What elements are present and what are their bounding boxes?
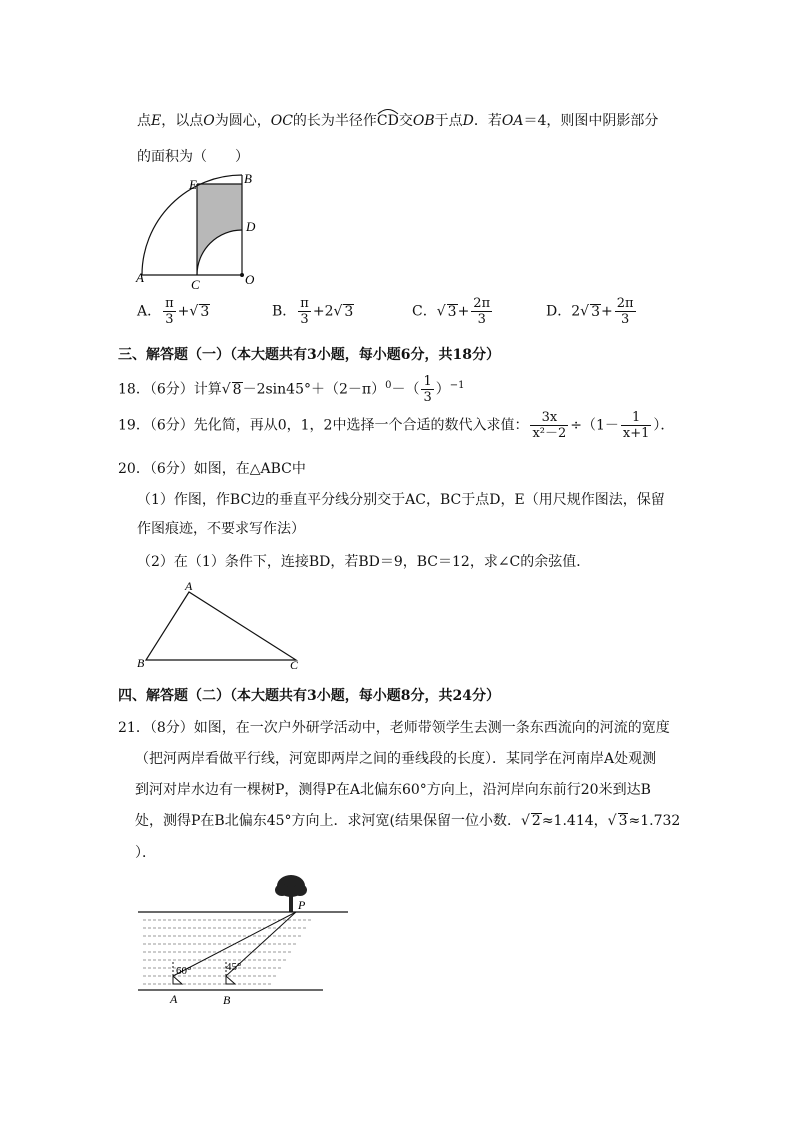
label-A: A xyxy=(185,579,193,593)
label-B: B xyxy=(244,171,252,186)
q20-triangle-figure xyxy=(136,578,306,673)
q20-part1-line1: （1）作图，作BC边的垂直平分线分别交于AC，BC于点D，E（用尺规作图法，保留 xyxy=(137,492,665,508)
q20-part1-line2: 作图痕迹，不要求写作法） xyxy=(137,521,305,537)
q21-line1: 21．（8分）如图，在一次户外研学活动中，老师带领学生去测一条东西流向的河流的宽度 xyxy=(118,720,670,736)
q19: 19．（6分）先化简，再从0，1，2中选择一个合适的数代入求值： $\frac{3x}{\text{x²－2}}$ ÷（1－ $\frac{1}{x+1}$ ）． xyxy=(118,410,675,441)
q20-part2: （2）在（1）条件下，连接BD，若BD＝9，BC＝12，求∠C的余弦值． xyxy=(137,554,591,570)
label-A: A xyxy=(170,992,178,1006)
q17-line1: 点E，以点O为圆心，OC的长为半径作 CD交OB于点D．若OA＝4，则图中阴影部分 xyxy=(137,110,658,130)
q20-head: 20．（6分）如图，在△ABC中 xyxy=(118,461,306,477)
label-D: D xyxy=(246,219,256,234)
option-b[interactable]: B． $\frac{\pi}{3}$ +2√ 3 xyxy=(272,296,354,327)
label-O: O xyxy=(245,272,255,287)
label-A: A xyxy=(136,270,144,285)
label-C: C xyxy=(191,277,200,292)
q21-river-figure xyxy=(138,866,358,1016)
label-C: C xyxy=(290,658,299,672)
q21-line3: 到河对岸水边有一棵树P，测得P在A北偏东60°方向上，沿河岸向东前行20米到达B xyxy=(135,782,651,798)
q21-line4: 处，测得P在B北偏东45°方向上．求河宽(结果保留一位小数．√ 2≈1.414，√ 3≈1.732 xyxy=(135,813,681,829)
option-c[interactable]: C．√ 3+ $\frac{2\pi}{3}$ xyxy=(412,296,491,327)
label-B: B xyxy=(223,993,231,1007)
section3-title: 三、解答题（一）（本大题共有3小题，每小题6分，共18分） xyxy=(118,347,500,363)
option-a[interactable]: A． $\frac{\pi}{3}$ +√ 3 xyxy=(137,296,210,327)
section4-title: 四、解答题（二）（本大题共有3小题，每小题8分，共24分） xyxy=(118,688,500,704)
label-E: E xyxy=(189,177,197,192)
arc-cd: CD xyxy=(377,113,399,129)
q18: 18．（6分）计算√ $8-2\sin 45^\circ+(2-\pi)^0-$（ $\frac{1}{3}$ ）$^{-1}$ xyxy=(118,374,465,405)
shaded-region xyxy=(197,184,242,275)
q17-figure xyxy=(135,168,265,292)
label-B: B xyxy=(137,656,145,670)
q17-line2: 的面积为（ ） xyxy=(137,149,249,165)
label-angle-60: 60° xyxy=(176,965,192,977)
option-d[interactable]: D．2√ 3+ $\frac{2\pi}{3}$ xyxy=(546,296,634,327)
label-P: P xyxy=(298,898,306,912)
q21-line5: ）． xyxy=(135,845,156,861)
label-angle-45: 45° xyxy=(226,961,242,973)
q21-line2: （把河两岸看做平行线，河宽即两岸之间的垂线段的长度）．某同学在河南岸A处观测 xyxy=(135,751,657,767)
